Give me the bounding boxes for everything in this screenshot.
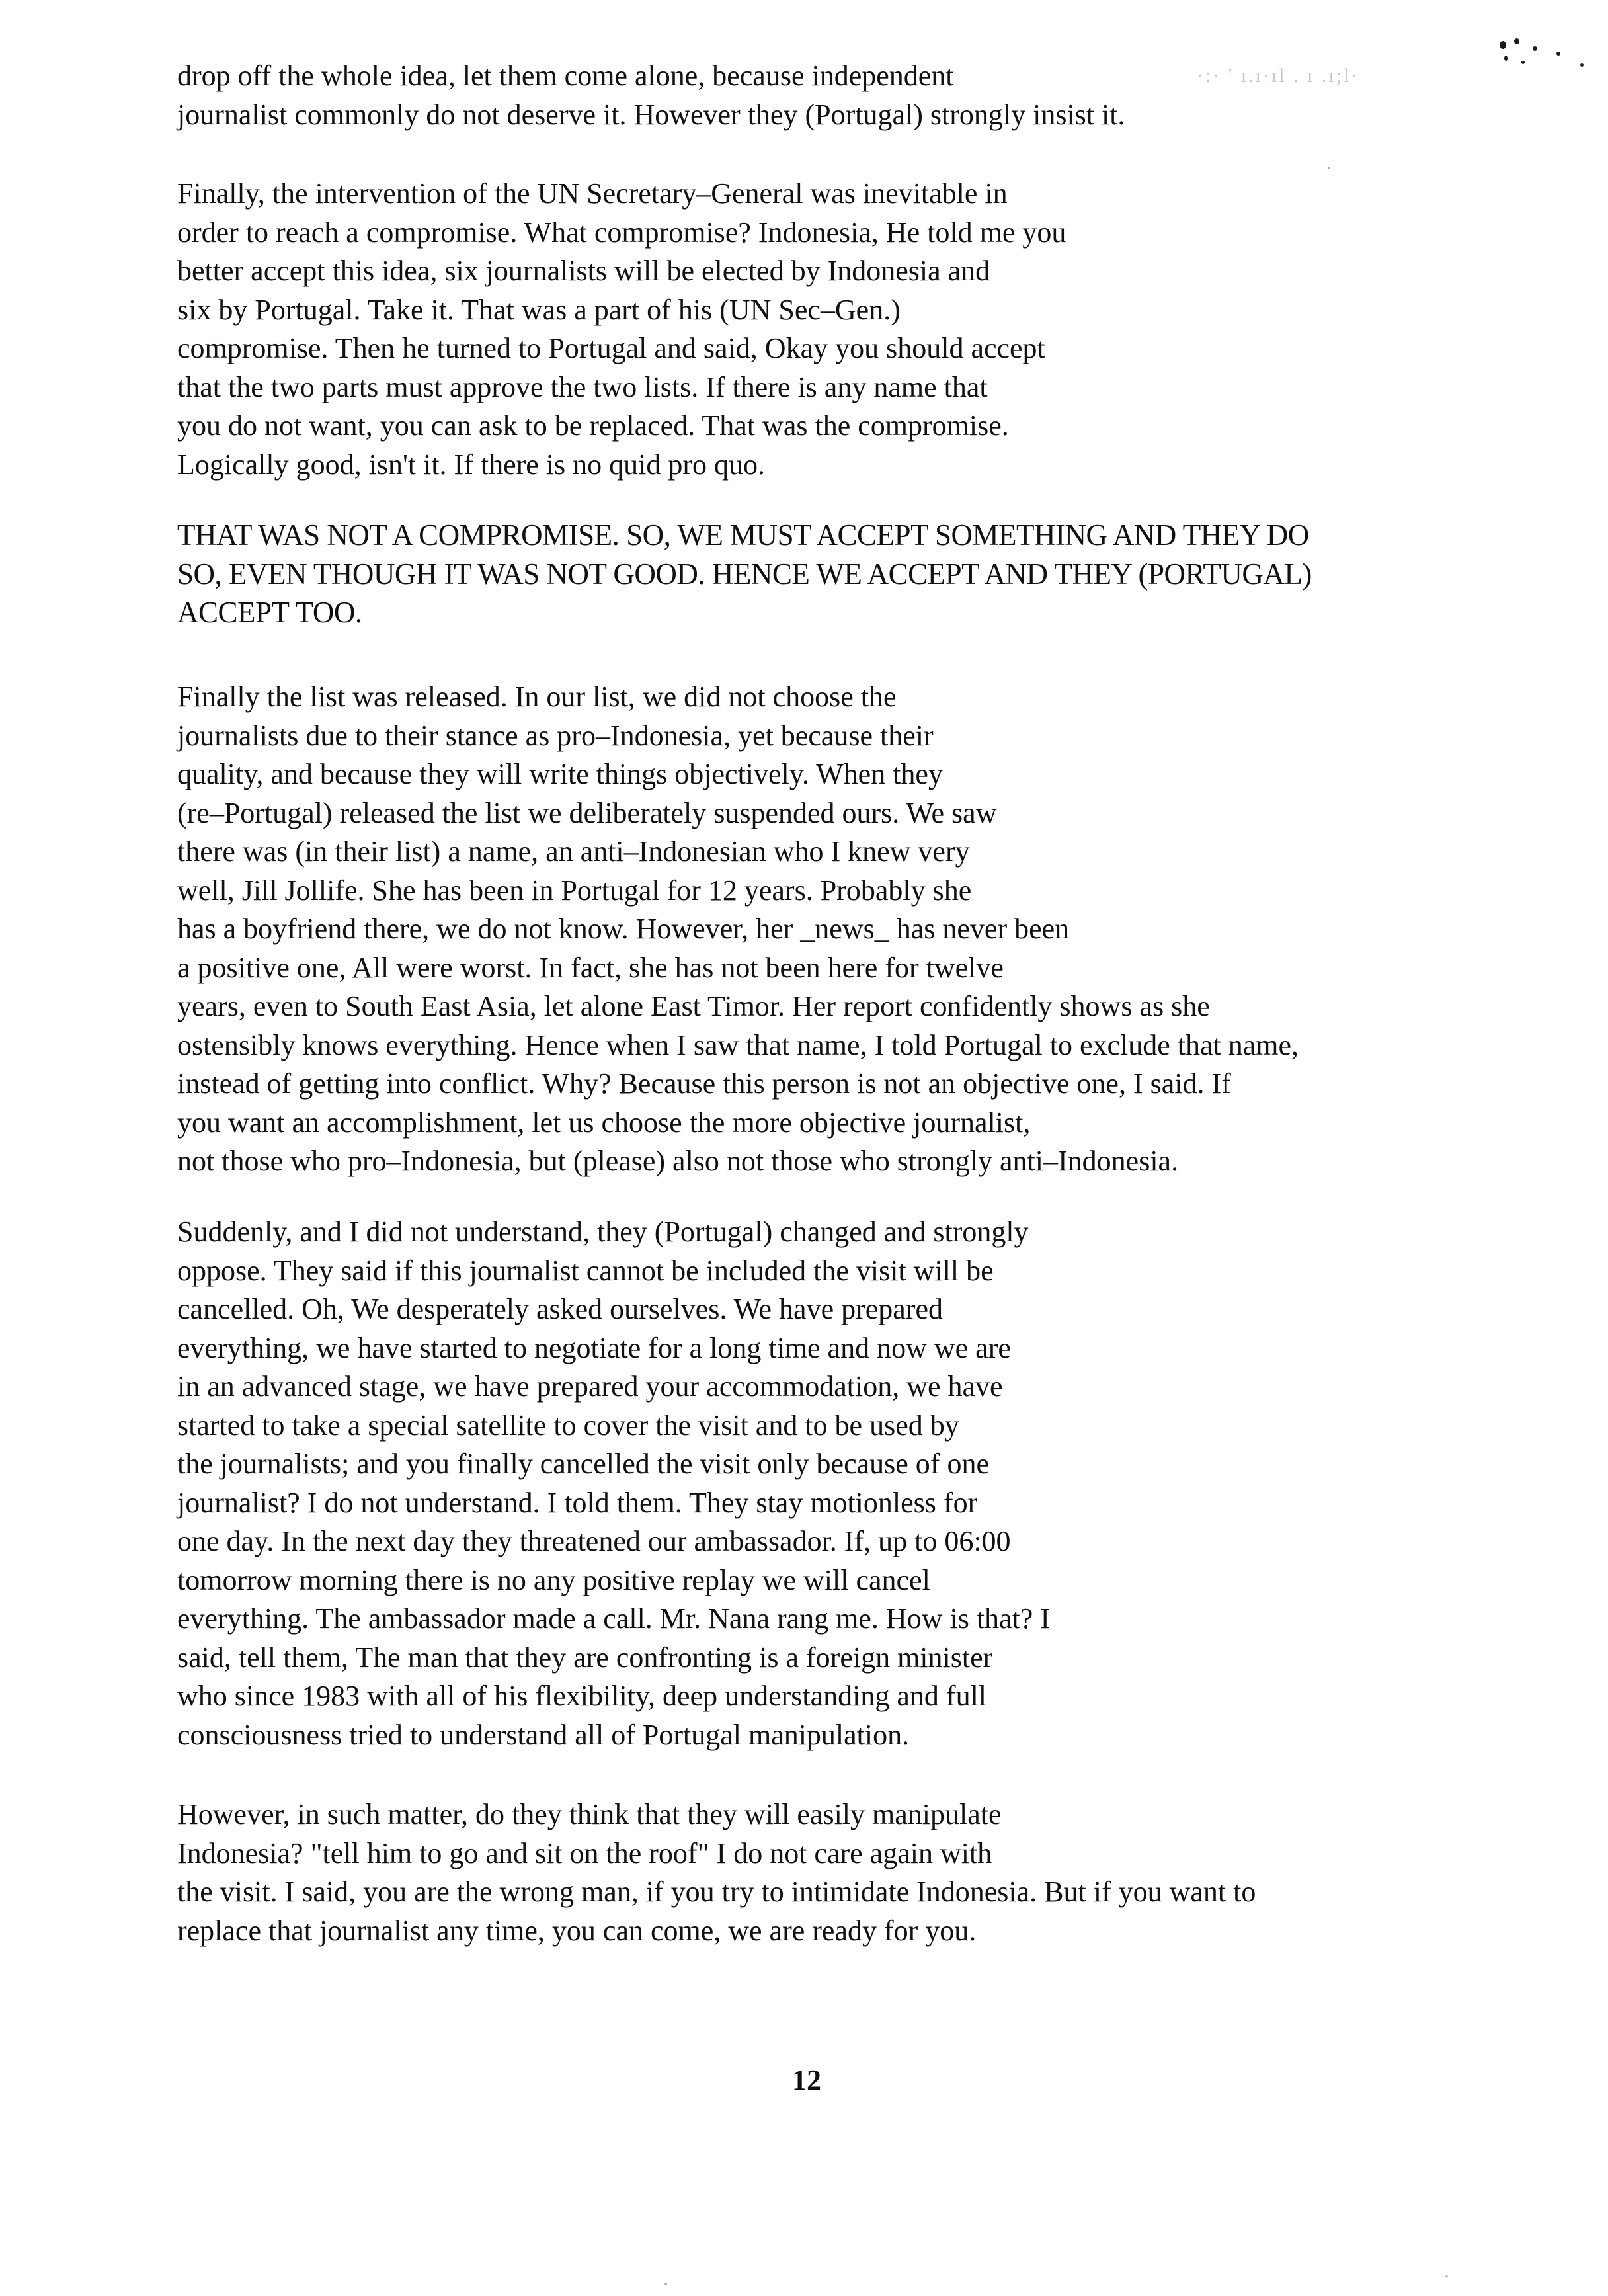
text-line: Finally the list was released. In our list, we did not choose the	[177, 680, 897, 713]
paragraph-1	[177, 57, 1500, 134]
text-line: instead of getting into conflict. Why? Because this person is not an objective one, I said. If	[177, 1067, 1231, 1100]
text-line: order to reach a compromise. What compromise? Indonesia, He told me you	[177, 216, 1066, 249]
scan-speck	[1533, 46, 1537, 51]
text-line: the journalists; and you finally cancelled the visit only because of one	[177, 1448, 989, 1480]
text-line: quality, and because they will write things objectively. When they	[177, 758, 943, 790]
text-line: has a boyfriend there, we do not know. However, her _news_ has never been	[177, 913, 1070, 945]
text-line: Finally, the intervention of the UN Secretary–General was inevitable in	[177, 177, 1008, 210]
paragraph-5	[177, 1213, 1500, 1754]
text-line: you do not want, you can ask to be replaced. That was the compromise.	[177, 409, 1009, 442]
text-line: everything, we have started to negotiate for a long time and now we are	[177, 1331, 1011, 1364]
text-line: (re–Portugal) released the list we deliberately suspended ours. We saw	[177, 796, 997, 829]
text-line: well, Jill Jollife. She has been in Portugal for 12 years. Probably she	[177, 874, 972, 907]
text-line: better accept this idea, six journalists will be elected by Indonesia and	[177, 255, 990, 287]
page-number: 12	[792, 2064, 821, 2096]
text-line: a positive one, All were worst. In fact, she has not been here for twelve	[177, 951, 1004, 984]
text-line: the visit. I said, you are the wrong man, if you try to intimidate Indonesia. But if you want to	[177, 1875, 1256, 1908]
text-line: However, in such matter, do they think that they will easily manipulate	[177, 1798, 1002, 1830]
text-line: Logically good, isn't it. If there is no quid pro quo.	[177, 448, 766, 481]
text-line: THAT WAS NOT A COMPROMISE. SO, WE MUST ACCEPT SOMETHING AND THEY DO	[177, 518, 1309, 552]
text-line: SO, EVEN THOUGH IT WAS NOT GOOD. HENCE WE ACCEPT AND THEY (PORTUGAL)	[177, 557, 1312, 591]
text-line: compromise. Then he turned to Portugal and said, Okay you should accept	[177, 332, 1045, 364]
text-line: years, even to South East Asia, let alone East Timor. Her report confidently shows as she	[177, 990, 1210, 1022]
text-line: not those who pro–Indonesia, but (please) also not those who strongly anti–Indonesia.	[177, 1145, 1179, 1177]
scan-speck	[664, 2283, 667, 2285]
text-line: tomorrow morning there is no any positive replay we will cancel	[177, 1563, 930, 1596]
text-line: that the two parts must approve the two lists. If there is any name that	[177, 370, 988, 403]
text-line: who since 1983 with all of his flexibility, deep understanding and full	[177, 1680, 987, 1712]
text-line: in an advanced stage, we have prepared your accommodation, we have	[177, 1370, 1003, 1403]
text-line: started to take a special satellite to cover the visit and to be used by	[177, 1409, 959, 1442]
scan-speck	[1580, 63, 1584, 67]
text-line: you want an accomplishment, let us choose the more objective journalist,	[177, 1106, 1031, 1139]
text-line: drop off the whole idea, let them come alone, because independent	[177, 60, 954, 92]
faint-bleed-through-text: ·:· ' ı.ı·ıl . ı .ı;l·	[1197, 65, 1360, 87]
text-line: ACCEPT TOO.	[177, 596, 362, 629]
text-line: Indonesia? "tell him to go and sit on the roof" I do not care again with	[177, 1836, 992, 1869]
scan-speck	[1445, 2275, 1448, 2277]
scan-speck	[1556, 52, 1560, 56]
text-line: one day. In the next day they threatened our ambassador. If, up to 06:00	[177, 1525, 1011, 1557]
text-line: everything. The ambassador made a call. Mr. Nana rang me. How is that? I	[177, 1602, 1050, 1635]
text-line: journalist? I do not understand. I told them. They stay motionless for	[177, 1486, 978, 1519]
scan-speck	[1328, 167, 1330, 169]
scan-speck	[1504, 56, 1508, 61]
text-line: six by Portugal. Take it. That was a part of his (UN Sec–Gen.)	[177, 293, 901, 326]
text-line: ostensibly knows everything. Hence when I saw that name, I told Portugal to exclude that name,	[177, 1028, 1299, 1061]
paragraph-4	[177, 678, 1500, 1181]
text-line: said, tell them, The man that they are confronting is a foreign minister	[177, 1641, 993, 1674]
scan-speck	[1521, 61, 1525, 64]
paragraph-2	[177, 175, 1500, 484]
text-line: replace that journalist any time, you can come, we are ready for you.	[177, 1914, 977, 1947]
scan-speck	[1514, 38, 1519, 44]
paragraph-6	[177, 1795, 1500, 1950]
text-line: journalist commonly do not deserve it. However they (Portugal) strongly insist it.	[177, 98, 1125, 131]
text-line: there was (in their list) a name, an anti–Indonesian who I knew very	[177, 835, 970, 868]
text-line: journalists due to their stance as pro–Indonesia, yet because their	[177, 719, 934, 752]
text-line: consciousness tried to understand all of Portugal manipulation.	[177, 1718, 910, 1751]
paragraph-3-uppercase	[177, 516, 1500, 632]
text-line: cancelled. Oh, We desperately asked ourselves. We have prepared	[177, 1293, 944, 1325]
scan-speck	[1500, 41, 1506, 49]
text-line: Suddenly, and I did not understand, they (Portugal) changed and strongly	[177, 1215, 1029, 1248]
text-line: oppose. They said if this journalist cannot be included the visit will be	[177, 1254, 994, 1287]
